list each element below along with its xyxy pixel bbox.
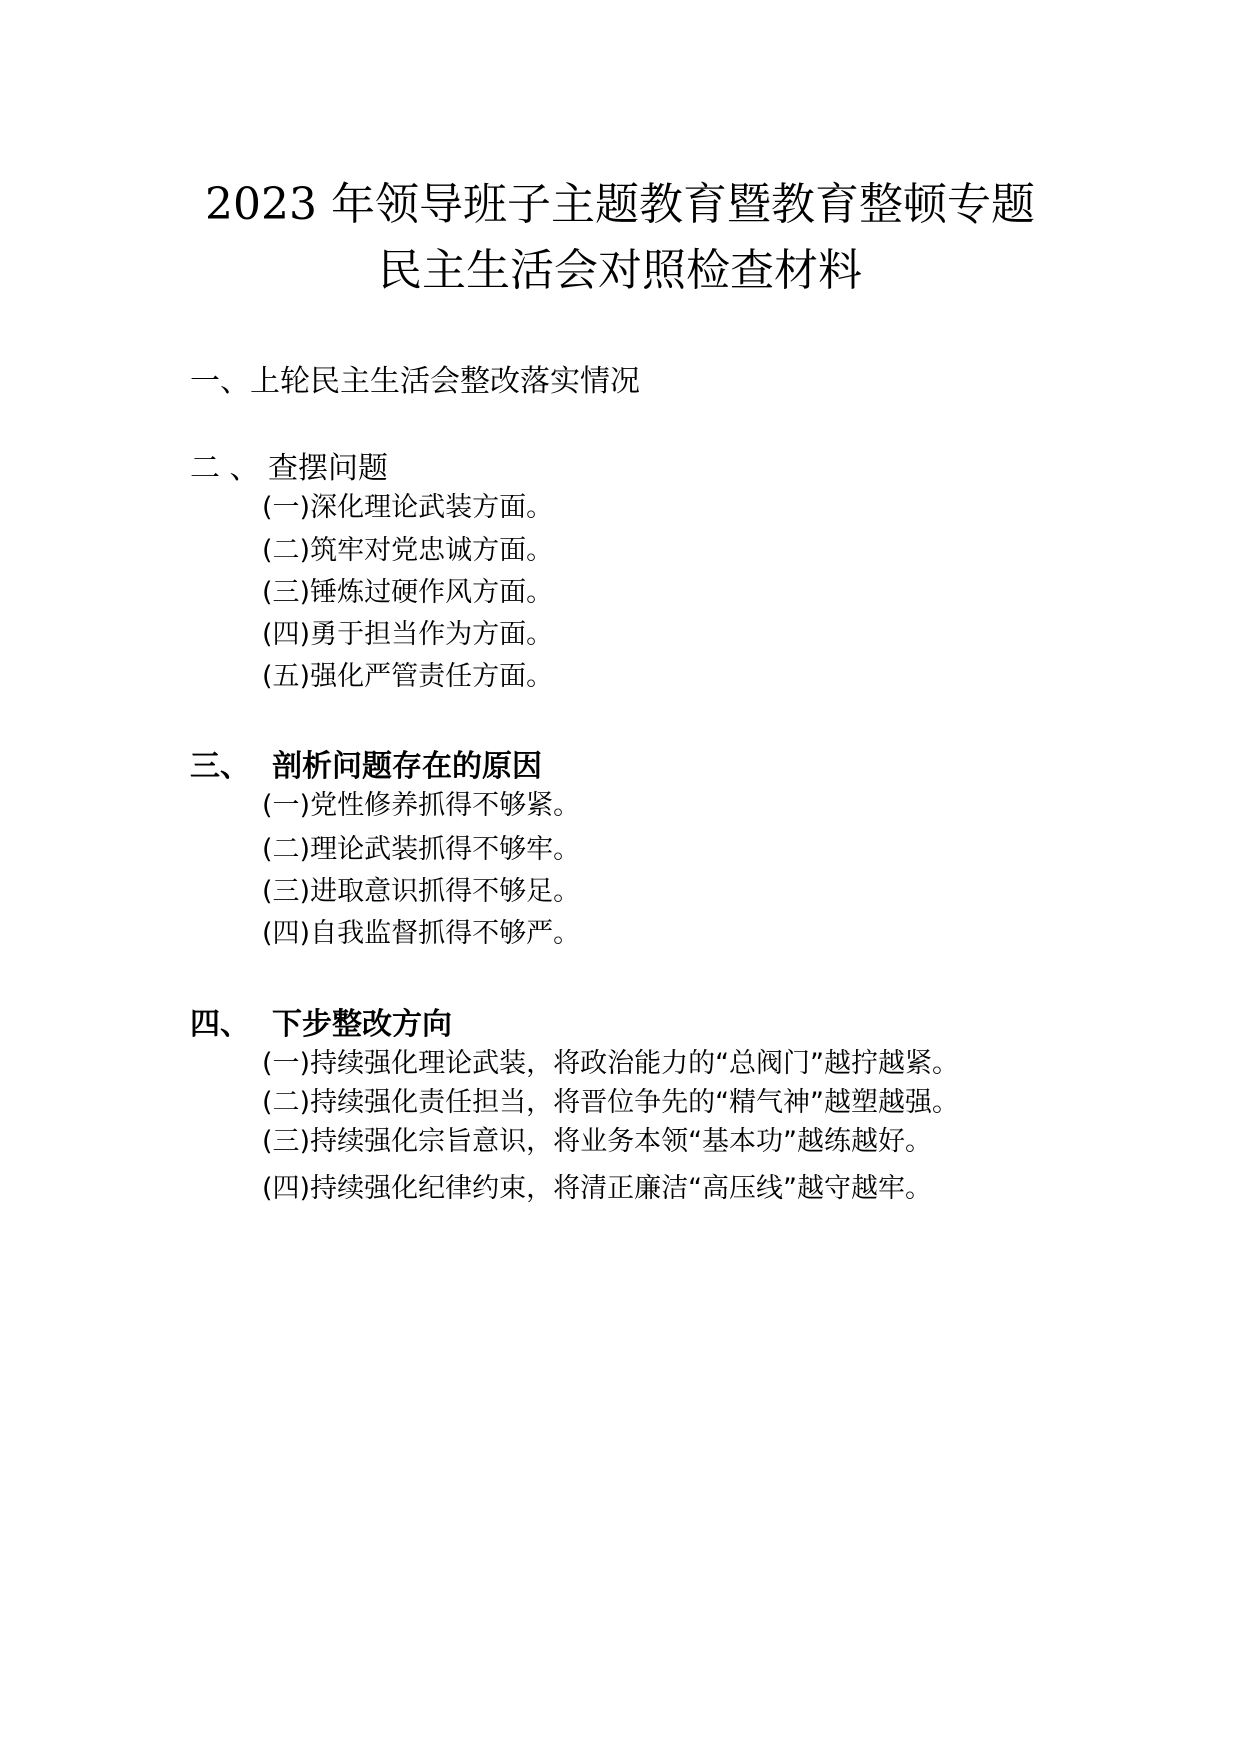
section-2-number: 二 、 [190, 451, 260, 486]
section-2-heading [190, 449, 388, 489]
section-2-item-4: (四)勇于担当作为方面。 [262, 619, 554, 650]
document-title-line-1: 2023 年领导班子主题教育暨教育整顿专题 [205, 179, 1035, 230]
section-2-item-2: (二)筑牢对党忠诚方面。 [262, 535, 554, 566]
section-1-number: 一、 [190, 364, 250, 399]
section-3-item-2: (二)理论武装抓得不够牢。 [262, 834, 581, 865]
section-4-item-4: (四)持续强化纪律约束，将清正廉洁“高压线”越守越牢。 [262, 1173, 933, 1204]
section-3-number: 三、 [190, 749, 250, 784]
document-title-line-2: 民主生活会对照检查材料 [378, 245, 862, 296]
section-4-item-3: (三)持续强化宗旨意识，将业务本领“基本功”越练越好。 [262, 1126, 933, 1157]
section-2-item-3: (三)锤炼过硬作风方面。 [262, 577, 554, 608]
section-3-item-3: (三)进取意识抓得不够足。 [262, 876, 581, 907]
section-4-heading [190, 1005, 452, 1045]
section-2-item-5: (五)强化严管责任方面。 [262, 661, 554, 692]
section-3-item-4: (四)自我监督抓得不够严。 [262, 918, 581, 949]
section-1-heading [190, 362, 640, 402]
section-3-heading [190, 747, 542, 787]
section-4-item-1: (一)持续强化理论武装，将政治能力的“总阀门”越拧越紧。 [262, 1048, 960, 1079]
section-4-number: 四、 [190, 1007, 250, 1042]
section-3-title: 剖析问题存在的原因 [272, 749, 542, 784]
section-2-title: 查摆问题 [268, 451, 388, 486]
section-4-item-2: (二)持续强化责任担当，将晋位争先的“精气神”越塑越强。 [262, 1087, 960, 1118]
section-2-item-1: (一)深化理论武装方面。 [262, 492, 554, 523]
section-1-title: 上轮民主生活会整改落实情况 [250, 364, 640, 399]
section-4-title: 下步整改方向 [272, 1007, 452, 1042]
section-3-item-1: (一)党性修养抓得不够紧。 [262, 790, 581, 821]
